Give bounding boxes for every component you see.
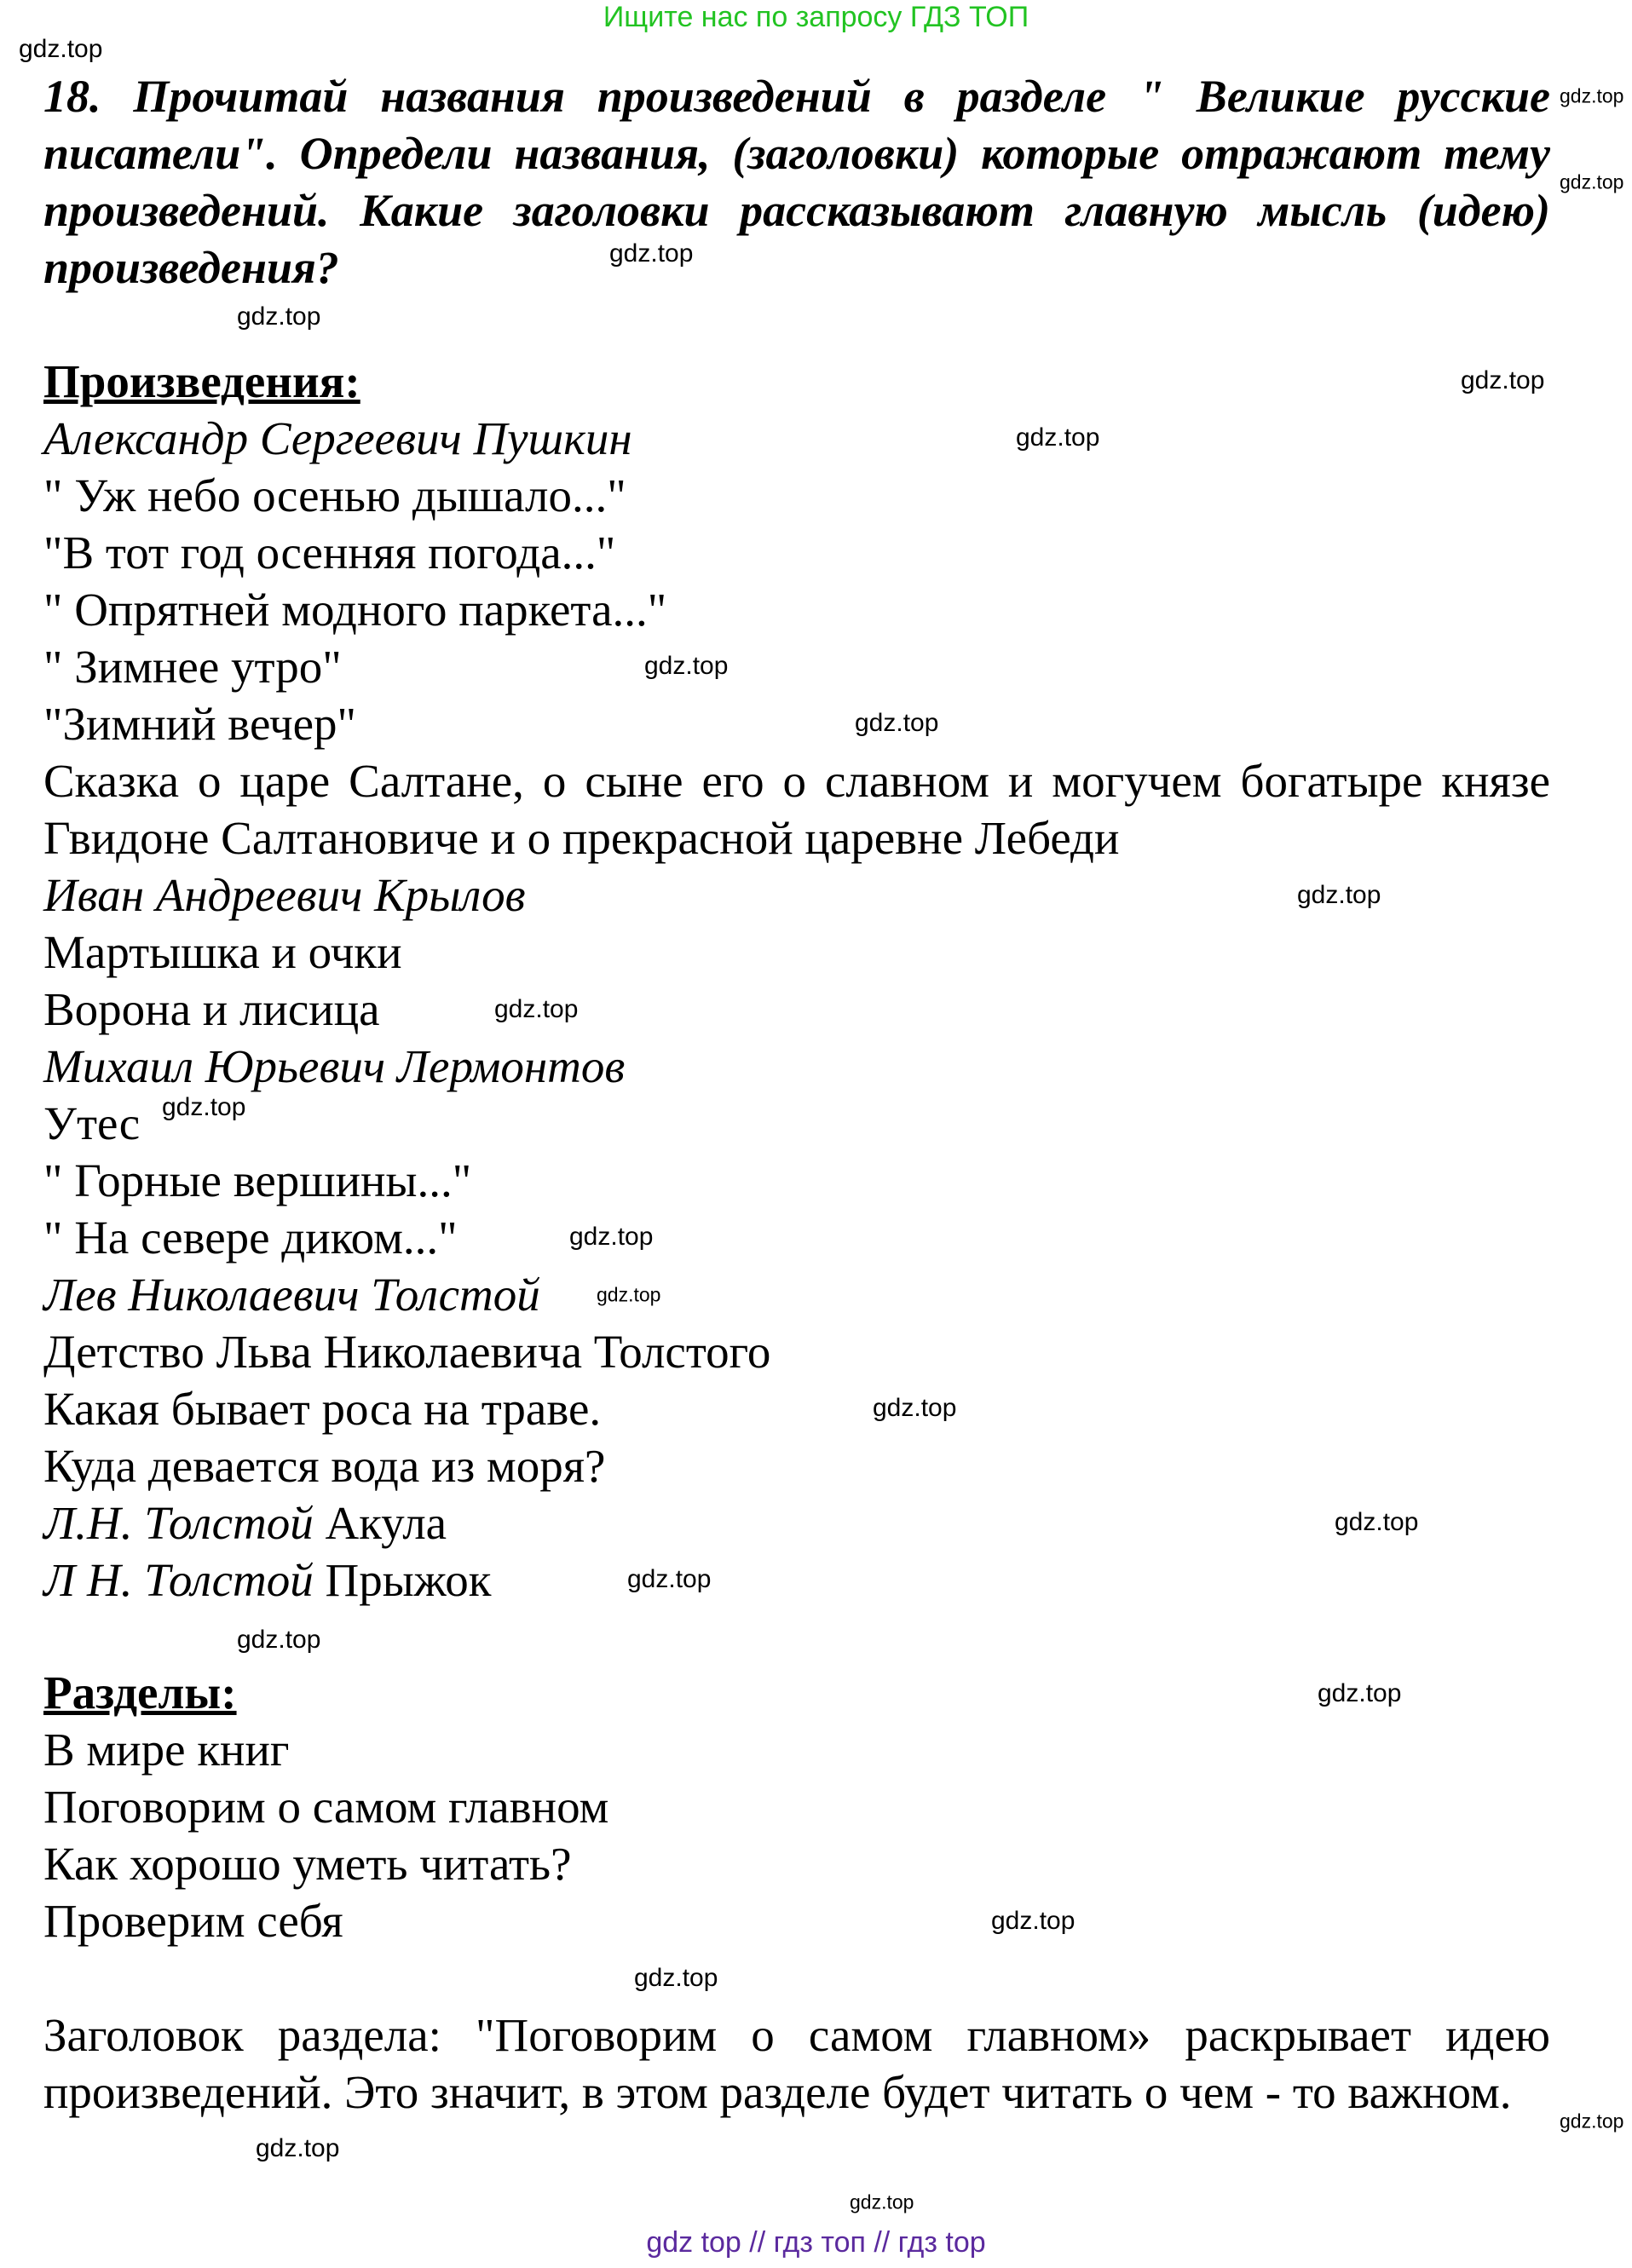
section-item: Проверим себя	[43, 1895, 343, 1947]
footer-links[interactable]: gdz top // гдз топ // гдз top	[646, 2226, 986, 2259]
work-item: Сказка о царе Салтане, о сыне его о славном и могучем богатыре князе Гвидоне Салтановиче и о прекрасной царевне Лебеди	[43, 755, 1550, 864]
watermark: gdz.top	[1016, 423, 1100, 452]
work-item	[43, 1494, 1550, 1551]
work-item: Мартышка и очки	[43, 926, 402, 978]
watermark: gdz.top	[237, 1626, 321, 1654]
work-item: " На севере диком..."	[43, 1212, 458, 1264]
watermark: gdz.top	[1560, 170, 1624, 193]
watermark: gdz.top	[597, 1283, 661, 1306]
watermark: gdz.top	[627, 1565, 712, 1593]
watermark: gdz.top	[873, 1394, 957, 1422]
search-banner: Ищите нас по запросу ГДЗ ТОП	[603, 1, 1029, 33]
watermark: gdz.top	[1461, 366, 1545, 394]
watermark: gdz.top	[494, 995, 579, 1023]
work-item: Куда девается вода из моря?	[43, 1440, 606, 1492]
work-item: " Горные вершины..."	[43, 1154, 472, 1206]
works-list	[43, 353, 1550, 1609]
watermark: gdz.top	[19, 35, 103, 63]
watermark: gdz.top	[569, 1223, 654, 1251]
work-title: Прыжок	[325, 1554, 492, 1606]
section-item: Поговорим о самом главном	[43, 1781, 609, 1833]
section-item: Как хорошо уметь читать?	[43, 1838, 572, 1890]
watermark: gdz.top	[850, 2190, 914, 2213]
watermark: gdz.top	[1560, 2110, 1624, 2133]
author-pushkin: Александр Сергеевич Пушкин	[43, 412, 632, 464]
work-item	[43, 1551, 1550, 1609]
work-author: Л.Н. Толстой	[43, 1497, 314, 1549]
watermark: gdz.top	[634, 1964, 718, 1992]
work-item: " Опрятней модного паркета..."	[43, 584, 667, 636]
watermark: gdz.top	[1318, 1679, 1402, 1707]
watermark: gdz.top	[237, 302, 321, 331]
watermark: gdz.top	[991, 1907, 1076, 1935]
work-item: Утес	[43, 1097, 141, 1149]
sections-title: Разделы:	[43, 1666, 237, 1718]
author-krylov: Иван Андреевич Крылов	[43, 869, 526, 921]
work-item: "Зимний вечер"	[43, 698, 357, 750]
watermark: gdz.top	[609, 239, 694, 268]
task-heading: 18. Прочитай названия произведений в разделе " Великие русские писатели". Определи названия, (заголовки) которые отражают тему произведений. Какие заголовки рассказывают главную мысль (идею) произведения?	[43, 71, 1550, 293]
work-author: Л Н. Толстой	[43, 1554, 314, 1606]
watermark: gdz.top	[644, 652, 729, 680]
watermark: gdz.top	[162, 1093, 246, 1121]
work-item: Какая бывает роса на траве.	[43, 1383, 602, 1435]
author-tolstoy: Лев Николаевич Толстой	[43, 1269, 540, 1321]
work-item: Ворона и лисица	[43, 983, 380, 1035]
watermark: gdz.top	[855, 709, 939, 737]
work-item: " Зимнее утро"	[43, 641, 342, 693]
work-item: " Уж небо осенью дышало..."	[43, 469, 626, 521]
work-item: Детство Льва Николаевича Толстого	[43, 1326, 771, 1378]
watermark: gdz.top	[256, 2134, 340, 2162]
watermark: gdz.top	[1297, 881, 1381, 909]
conclusion-paragraph: Заголовок раздела: "Поговорим о самом главном» раскрывает идею произведений. Это значит, в этом разделе будет читать о чем - то важном.	[43, 2009, 1550, 2118]
works-title: Произведения:	[43, 355, 360, 407]
section-item: В мире книг	[43, 1724, 290, 1776]
author-lermontov: Михаил Юрьевич Лермонтов	[43, 1040, 626, 1092]
watermark: gdz.top	[1335, 1508, 1419, 1536]
work-item: "В тот год осенняя погода..."	[43, 527, 616, 579]
watermark: gdz.top	[1560, 84, 1624, 107]
work-title: Акула	[325, 1497, 447, 1549]
